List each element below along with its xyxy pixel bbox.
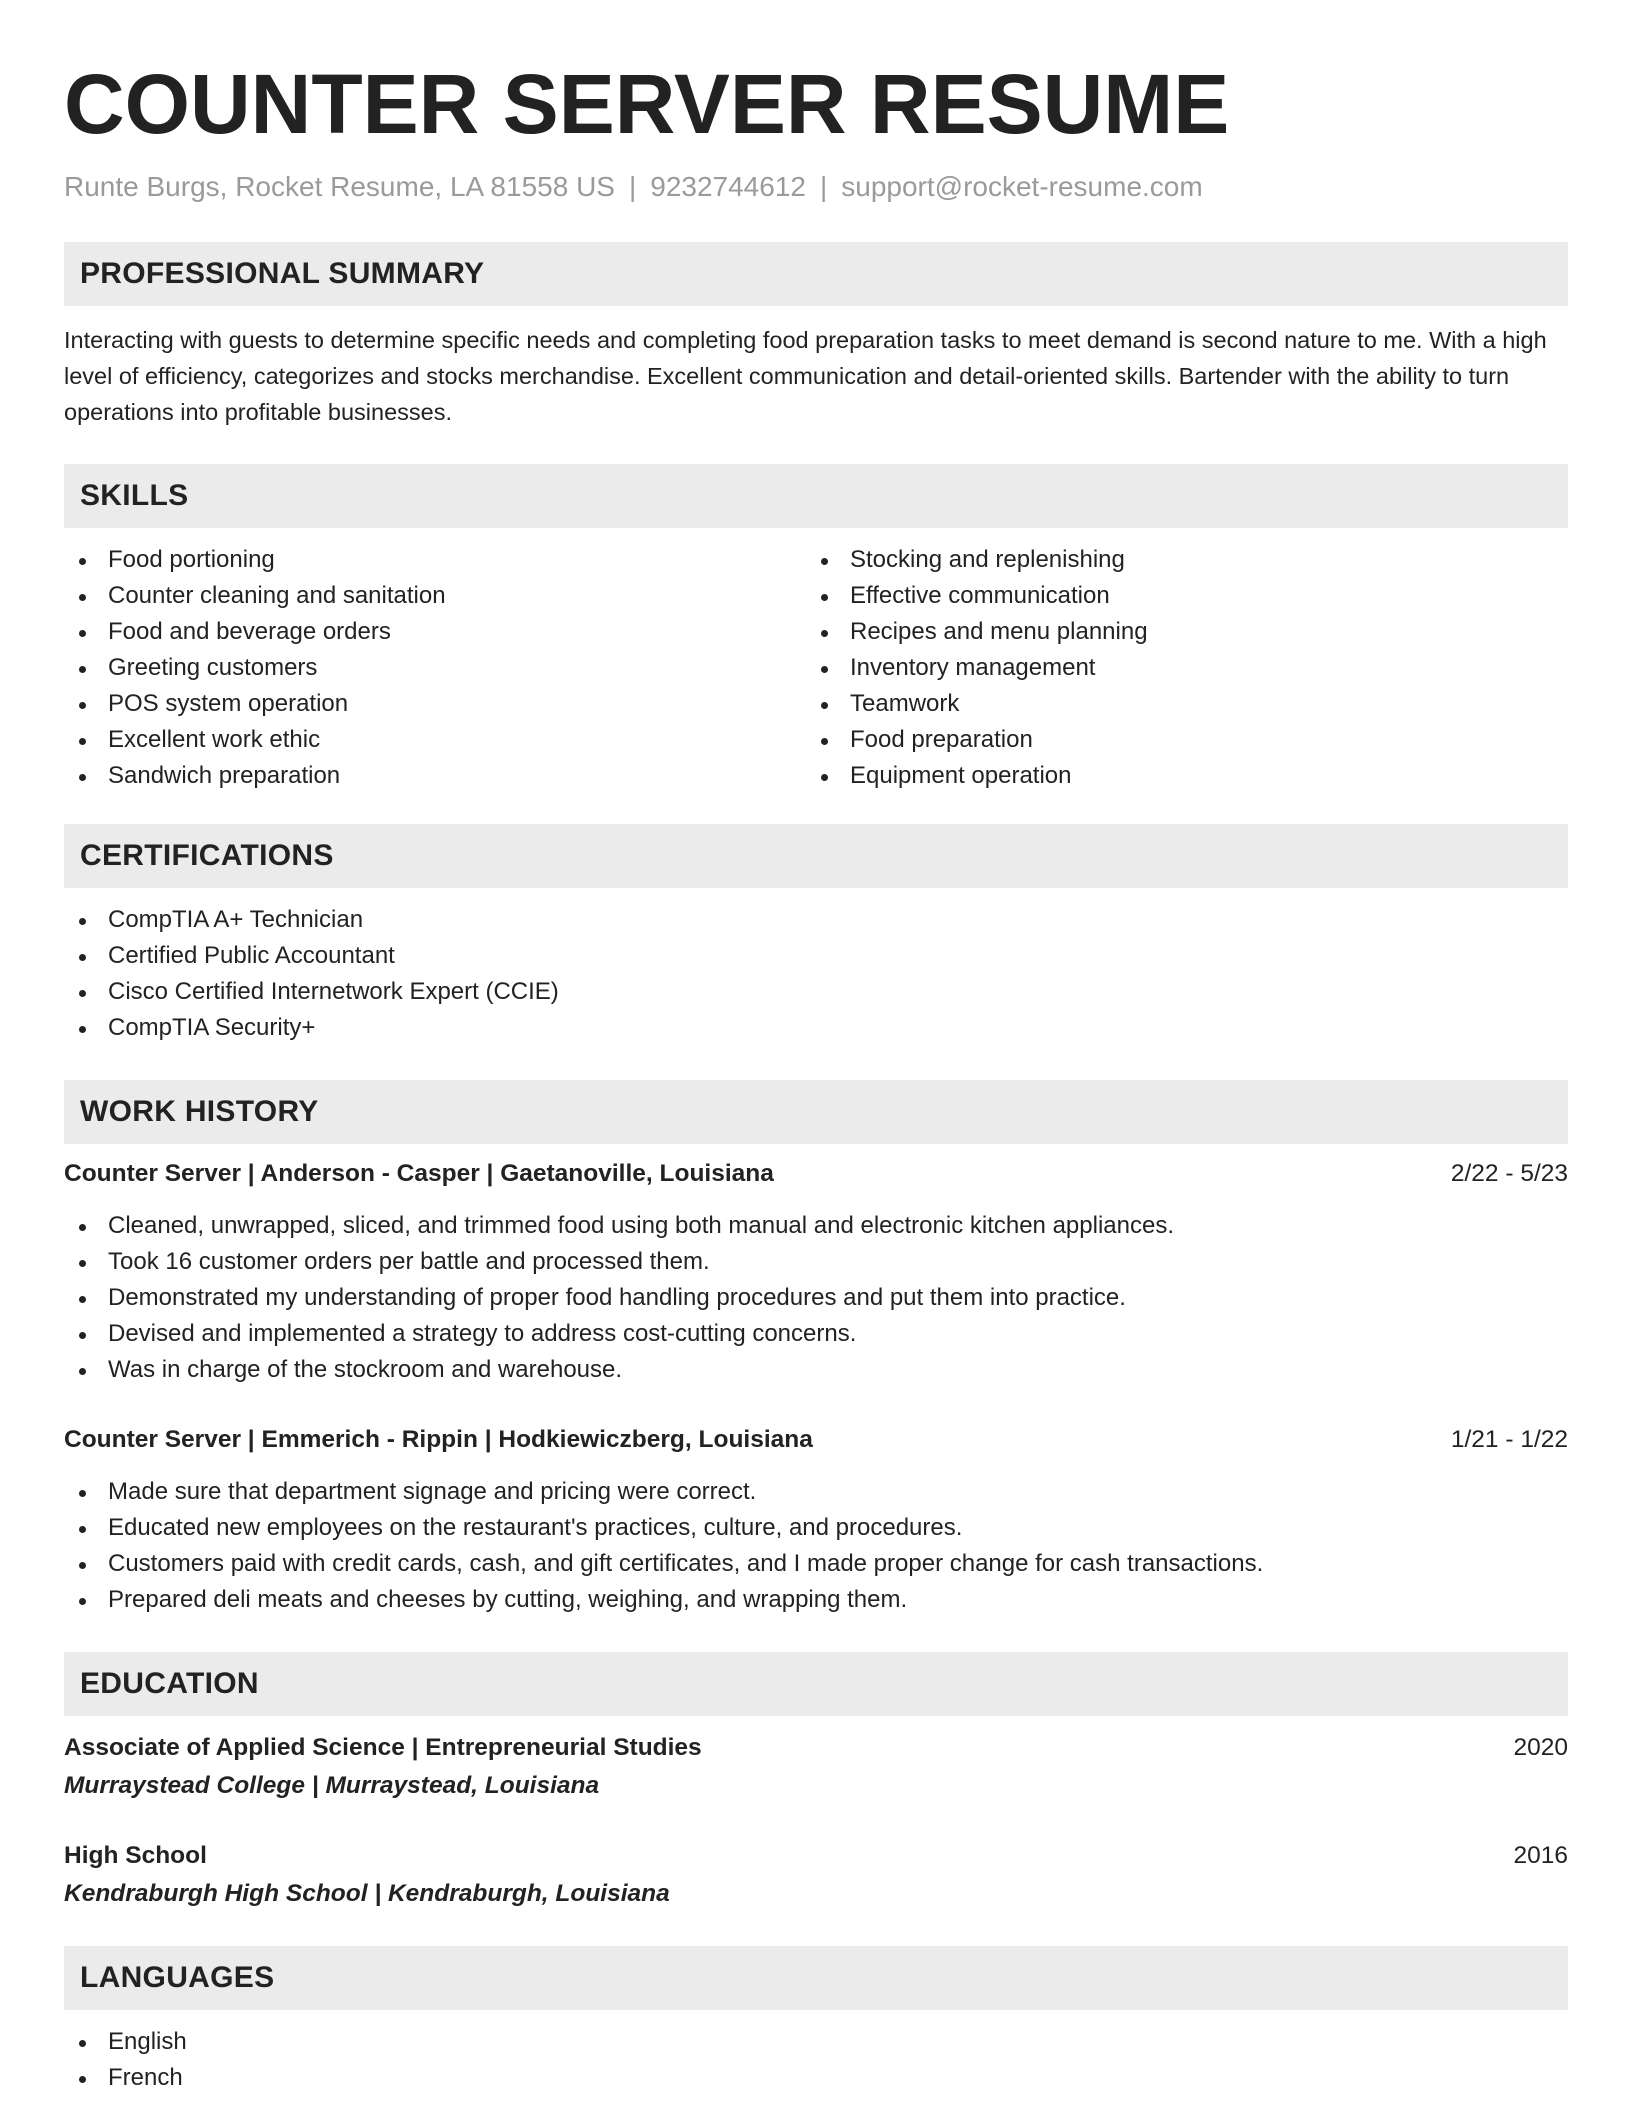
certification-item: Cisco Certified Internetwork Expert (CCIE) bbox=[64, 974, 1568, 1010]
skill-item: Teamwork bbox=[806, 686, 1548, 722]
job-duty-item: Prepared deli meats and cheeses by cutting, weighing, and wrapping them. bbox=[64, 1582, 1568, 1618]
skill-item: Counter cleaning and sanitation bbox=[64, 578, 806, 614]
contact-address: Runte Burgs, Rocket Resume, LA 81558 US bbox=[64, 171, 615, 202]
skill-item: Equipment operation bbox=[806, 758, 1548, 794]
job-duty-item: Customers paid with credit cards, cash, and gift certificates, and I made proper change for cash transactions. bbox=[64, 1546, 1568, 1582]
job-duty-item: Made sure that department signage and pricing were correct. bbox=[64, 1474, 1568, 1510]
certifications-list bbox=[64, 902, 1568, 1046]
job-header bbox=[64, 1156, 1568, 1192]
page-title: COUNTER SERVER RESUME bbox=[64, 57, 1230, 151]
job-duty-item: Took 16 customer orders per battle and processed them. bbox=[64, 1244, 1568, 1280]
skills-column-left bbox=[64, 542, 806, 794]
education-school: Kendraburgh High School | Kendraburgh, Louisiana bbox=[64, 1880, 670, 1907]
skill-item: POS system operation bbox=[64, 686, 806, 722]
skills-column-right bbox=[806, 542, 1548, 794]
language-item: French bbox=[64, 2060, 1568, 2096]
education-entry bbox=[64, 1730, 1568, 1804]
skill-item: Excellent work ethic bbox=[64, 722, 806, 758]
section-header-summary: PROFESSIONAL SUMMARY bbox=[64, 242, 1568, 306]
section-header-languages: LANGUAGES bbox=[64, 1946, 1568, 2010]
job-entry bbox=[64, 1422, 1568, 1618]
skill-item: Greeting customers bbox=[64, 650, 806, 686]
job-entry bbox=[64, 1156, 1568, 1388]
education-entry bbox=[64, 1838, 1568, 1912]
job-duties bbox=[64, 1474, 1568, 1618]
resume-page bbox=[64, 0, 1568, 2096]
skill-item: Food preparation bbox=[806, 722, 1548, 758]
contact-email: support@rocket-resume.com bbox=[841, 171, 1203, 202]
education-year: 2020 bbox=[1513, 1734, 1568, 1761]
job-dates: 2/22 - 5/23 bbox=[1450, 1160, 1568, 1187]
job-duty-item: Cleaned, unwrapped, sliced, and trimmed food using both manual and electronic kitchen appliances. bbox=[64, 1208, 1568, 1244]
section-header-skills: SKILLS bbox=[64, 464, 1568, 528]
education-header bbox=[64, 1838, 1568, 1874]
certification-item: CompTIA Security+ bbox=[64, 1010, 1568, 1046]
job-title: Counter Server | Anderson - Casper | Gaetanoville, Louisiana bbox=[64, 1160, 774, 1187]
education-year: 2016 bbox=[1513, 1842, 1568, 1869]
skill-item: Inventory management bbox=[806, 650, 1548, 686]
contact-phone: 9232744612 bbox=[650, 171, 806, 202]
contact-separator: | bbox=[819, 171, 828, 202]
skill-item: Effective communication bbox=[806, 578, 1548, 614]
job-duties bbox=[64, 1208, 1568, 1388]
section-header-work-history: WORK HISTORY bbox=[64, 1080, 1568, 1144]
skill-item: Stocking and replenishing bbox=[806, 542, 1548, 578]
education-header bbox=[64, 1730, 1568, 1766]
education-school: Murraystead College | Murraystead, Louisiana bbox=[64, 1772, 600, 1799]
job-duty-item: Devised and implemented a strategy to address cost-cutting concerns. bbox=[64, 1316, 1568, 1352]
certification-item: CompTIA A+ Technician bbox=[64, 902, 1568, 938]
job-duty-item: Was in charge of the stockroom and warehouse. bbox=[64, 1352, 1568, 1388]
job-dates: 1/21 - 1/22 bbox=[1450, 1426, 1568, 1453]
contact-line bbox=[64, 170, 1568, 204]
section-header-education: EDUCATION bbox=[64, 1652, 1568, 1716]
job-title: Counter Server | Emmerich - Rippin | Hodkiewiczberg, Louisiana bbox=[64, 1426, 813, 1453]
certification-item: Certified Public Accountant bbox=[64, 938, 1568, 974]
skill-item: Food portioning bbox=[64, 542, 806, 578]
education-degree: Associate of Applied Science | Entrepreneurial Studies bbox=[64, 1734, 702, 1761]
contact-separator: | bbox=[628, 171, 637, 202]
language-item: English bbox=[64, 2024, 1568, 2060]
languages-list bbox=[64, 2024, 1568, 2096]
education-degree: High School bbox=[64, 1842, 207, 1869]
job-duty-item: Demonstrated my understanding of proper food handling procedures and put them into practice. bbox=[64, 1280, 1568, 1316]
job-duty-item: Educated new employees on the restaurant's practices, culture, and procedures. bbox=[64, 1510, 1568, 1546]
section-header-certifications: CERTIFICATIONS bbox=[64, 824, 1568, 888]
skill-item: Sandwich preparation bbox=[64, 758, 806, 794]
summary-text: Interacting with guests to determine specific needs and completing food preparation tasks to meet demand is second nature to me. With a high level of efficiency, categorizes and stocks merchandise. Excellent communication and detail-oriented skills. Bartender with the ability to turn operations into profitable businesses. bbox=[64, 327, 1547, 425]
skills-list bbox=[64, 542, 1568, 794]
job-header bbox=[64, 1422, 1568, 1458]
skill-item: Food and beverage orders bbox=[64, 614, 806, 650]
skill-item: Recipes and menu planning bbox=[806, 614, 1548, 650]
